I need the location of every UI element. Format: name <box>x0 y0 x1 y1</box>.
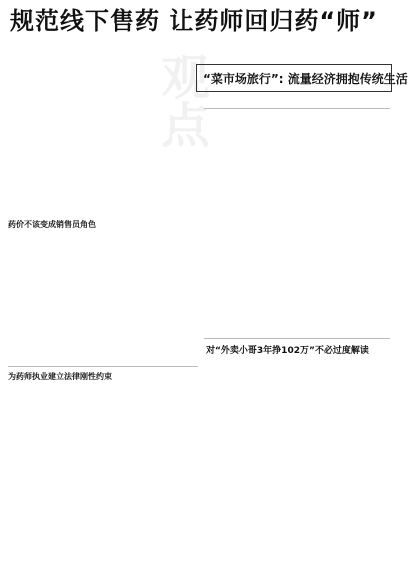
right-middle-author <box>330 360 390 370</box>
left-middle-article-body <box>8 236 198 362</box>
right-middle-divider <box>204 338 390 339</box>
top-right-article-body <box>206 112 390 252</box>
top-right-divider <box>204 108 390 109</box>
right-middle-heading: 对“外卖小哥3年挣102万”不必过度解读 <box>206 346 369 356</box>
footer-note <box>140 554 260 564</box>
left-lead-article <box>8 42 213 207</box>
left-middle-divider <box>8 366 198 367</box>
top-right-box-title: “菜市场旅行”: 流量经济拥抱传统生活 <box>203 72 408 86</box>
page-headline: 规范线下售药 让药师回归药“师” <box>10 7 378 35</box>
right-bottom-article-body <box>206 376 390 552</box>
left-middle-heading: 药价不该变成销售员角色 <box>8 220 96 229</box>
opinion-watermark: 观点 <box>153 52 209 148</box>
left-bottom-article-body <box>8 388 198 550</box>
top-right-title-box <box>196 64 408 92</box>
top-right-byline <box>300 96 390 106</box>
left-bottom-heading: 为药师执业建立法律刚性约束 <box>8 372 112 381</box>
